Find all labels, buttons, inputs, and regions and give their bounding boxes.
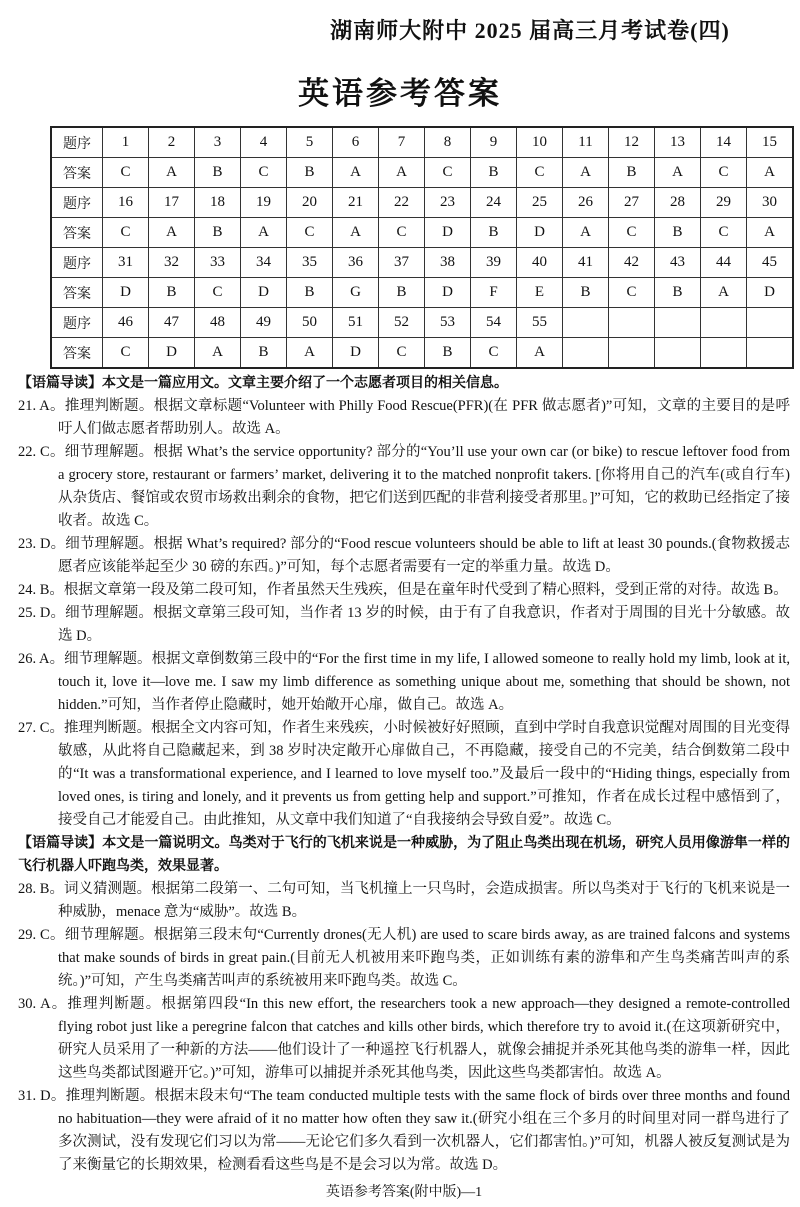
table-cell: A: [241, 218, 287, 248]
table-cell: 11: [563, 127, 609, 158]
table-cell: D: [149, 338, 195, 369]
table-cell: B: [241, 338, 287, 369]
table-cell: A: [747, 158, 794, 188]
table-row: [51, 127, 793, 158]
table-cell: A: [149, 218, 195, 248]
table-cell: 5: [287, 127, 333, 158]
table-cell: 2: [149, 127, 195, 158]
answer-explanation: 23. D。细节理解题。根据 What’s required? 部分的“Food rescue volunteers should be able to lift at least 30 pounds.(食物救援志愿者应该能举起至少 30 磅的东西。)”可知，每个志愿者需要有一定的举重力量。故选 D。: [18, 536, 790, 575]
table-cell: [701, 338, 747, 369]
table-cell: [747, 338, 794, 369]
table-cell: B: [149, 278, 195, 308]
table-cell: [609, 338, 655, 369]
answer-explanation: 24. B。根据文章第一段及第二段可知，作者虽然天生残疾，但是在童年时代受到了精心照料，受到正常的对待。故选 B。: [18, 582, 788, 598]
answer-explanation: 21. A。推理判断题。根据文章标题“Volunteer with Philly Food Rescue(PFR)(在 PFR 做志愿者)”可知，文章的主要目的是呼吁人们做志愿者帮助别人。故选 A。: [18, 398, 790, 437]
table-cell: 48: [195, 308, 241, 338]
table-cell: 15: [747, 127, 794, 158]
table-row: [51, 158, 793, 188]
table-cell: 33: [195, 248, 241, 278]
passage-guide: [18, 372, 790, 395]
table-cell: 22: [379, 188, 425, 218]
table-cell: C: [609, 278, 655, 308]
table-cell: C: [425, 158, 471, 188]
table-row: [51, 278, 793, 308]
table-cell: 13: [655, 127, 701, 158]
table-row: [51, 338, 793, 369]
answer-table: [50, 126, 794, 369]
explanations: [18, 372, 790, 1177]
table-cell: C: [517, 158, 563, 188]
table-cell: [609, 308, 655, 338]
table-cell: A: [379, 158, 425, 188]
table-cell: 44: [701, 248, 747, 278]
answer-explanation: 22. C。细节理解题。根据 What’s the service opportunity? 部分的“You’ll use your own car (or bike) to rescue leftover food from a grocery store, restaurant or farmers’ market, delivering it to the matched nonprofit takers. [你将用自己的汽车(或自行车)从杂货店、餐馆或农贸市场救出剩余的食物，把它们送到匹配的非营利接受者那里。]”可知，它的救助已经指定了接收者。故选 C。: [18, 444, 790, 529]
table-cell: A: [149, 158, 195, 188]
answer-explanation: 31. D。推理判断题。根据末段末句“The team conducted multiple tests with the same flock of birds over three months and found no habituation—they were afraid of it no matter how often they saw it.(研究小组在三个多月的时间里对同一群鸟进行了多次测试，没有发现它们习以为常——无论它们多久看到一次机器人，它们都害怕。)”可知，机器人被反复测试是为了来衡量它的长期效果，检测看看这些鸟是不是会习以为常。故选 D。: [18, 1088, 790, 1173]
row-label: 答案: [51, 338, 103, 369]
row-label: 答案: [51, 278, 103, 308]
table-cell: 32: [149, 248, 195, 278]
table-cell: D: [425, 278, 471, 308]
table-cell: 54: [471, 308, 517, 338]
table-cell: 29: [701, 188, 747, 218]
table-cell: C: [287, 218, 333, 248]
table-cell: 41: [563, 248, 609, 278]
table-cell: B: [379, 278, 425, 308]
table-cell: 3: [195, 127, 241, 158]
table-cell: 18: [195, 188, 241, 218]
table-cell: 52: [379, 308, 425, 338]
table-cell: C: [103, 218, 149, 248]
answer-explanation: 26. A。细节理解题。根据文章倒数第三段中的“For the first time in my life, I allowed someone to really hold my limb, look at it, touch it, love it—love me. I saw my limb difference as something unique about me, something that should be shown, not hidden.”可知，当作者停止隐藏时，她开始敞开心扉，做自己。故选 A。: [18, 651, 790, 713]
table-cell: D: [333, 338, 379, 369]
table-cell: 35: [287, 248, 333, 278]
table-row: [51, 308, 793, 338]
table-cell: A: [701, 278, 747, 308]
guide-tag: 【语篇导读】: [18, 836, 103, 851]
table-cell: 40: [517, 248, 563, 278]
table-cell: 31: [103, 248, 149, 278]
table-cell: A: [195, 338, 241, 369]
table-cell: 19: [241, 188, 287, 218]
table-cell: 37: [379, 248, 425, 278]
passage-guide: [18, 832, 790, 878]
table-cell: D: [241, 278, 287, 308]
table-cell: 46: [103, 308, 149, 338]
table-cell: 21: [333, 188, 379, 218]
table-cell: 45: [747, 248, 794, 278]
table-cell: 36: [333, 248, 379, 278]
table-cell: B: [287, 158, 333, 188]
table-cell: 42: [609, 248, 655, 278]
table-cell: C: [471, 338, 517, 369]
table-row: [51, 188, 793, 218]
table-cell: B: [655, 218, 701, 248]
table-cell: B: [471, 158, 517, 188]
table-cell: C: [195, 278, 241, 308]
guide-tag: 【语篇导读】: [18, 376, 102, 391]
answer-explanation: 27. C。推理判断题。根据全文内容可知，作者生来残疾，小时候被好好照顾，直到中学时自我意识觉醒对周围的目光变得敏感，从此将自己隐藏起来，到 38 岁时决定敞开心扉做自己，不再隐藏，接受自己的不完美，结合倒数第二段中的“It was a transformational experience, and I learned to love myself too.”及最后一段中的“Hiding things, especially from loved ones, is tiring and lonely, and it prevents us from getting help and support.”可推知，作者在成长过程中感悟到了，接受自己才能爱自己。由此推知，从文章中我们知道了“自我接纳会导致自爱”。故选 C。: [18, 720, 790, 828]
table-cell: C: [701, 158, 747, 188]
page-footer: 英语参考答案(附中版)—1: [325, 1185, 483, 1200]
row-label: 题序: [51, 308, 103, 338]
answer-explanation: 25. D。细节理解题。根据文章第三段可知，当作者 13 岁的时候，由于有了自我意识，作者对于周围的目光十分敏感。故选 D。: [18, 605, 790, 644]
table-cell: 38: [425, 248, 471, 278]
table-cell: A: [333, 158, 379, 188]
table-row: [51, 248, 793, 278]
table-cell: D: [103, 278, 149, 308]
table-cell: 53: [425, 308, 471, 338]
table-cell: 20: [287, 188, 333, 218]
table-cell: G: [333, 278, 379, 308]
table-cell: B: [655, 278, 701, 308]
table-cell: 47: [149, 308, 195, 338]
table-cell: D: [747, 278, 794, 308]
table-cell: 16: [103, 188, 149, 218]
table-cell: B: [471, 218, 517, 248]
table-cell: [747, 308, 794, 338]
table-cell: B: [195, 158, 241, 188]
table-cell: B: [195, 218, 241, 248]
table-cell: A: [287, 338, 333, 369]
table-cell: 30: [747, 188, 794, 218]
row-label: 题序: [51, 188, 103, 218]
table-cell: 25: [517, 188, 563, 218]
table-cell: F: [471, 278, 517, 308]
table-cell: C: [379, 218, 425, 248]
table-cell: 14: [701, 127, 747, 158]
table-cell: 9: [471, 127, 517, 158]
row-label: 题序: [51, 127, 103, 158]
table-cell: 23: [425, 188, 471, 218]
guide-text: 本文是一篇说明文。鸟类对于飞行的飞机来说是一种威胁，为了阻止鸟类出现在机场，研究人员用像游隼一样的飞行机器人吓跑鸟类，效果显著。: [18, 836, 791, 874]
table-row: [51, 218, 793, 248]
table-cell: A: [655, 158, 701, 188]
table-cell: 50: [287, 308, 333, 338]
table-cell: [701, 308, 747, 338]
table-cell: 51: [333, 308, 379, 338]
content-flow: [18, 372, 790, 1203]
document-title: 湖南师大附中 2025 届高三月考试卷(四): [330, 18, 730, 43]
table-cell: C: [103, 158, 149, 188]
table-cell: C: [241, 158, 287, 188]
table-cell: 43: [655, 248, 701, 278]
table-cell: C: [609, 218, 655, 248]
table-cell: 49: [241, 308, 287, 338]
table-cell: 28: [655, 188, 701, 218]
table-cell: 17: [149, 188, 195, 218]
table-cell: 8: [425, 127, 471, 158]
table-cell: D: [517, 218, 563, 248]
table-cell: B: [563, 278, 609, 308]
table-cell: [563, 338, 609, 369]
table-cell: 34: [241, 248, 287, 278]
table-cell: E: [517, 278, 563, 308]
table-cell: A: [563, 218, 609, 248]
table-cell: [655, 308, 701, 338]
table-cell: C: [103, 338, 149, 369]
table-cell: A: [747, 218, 794, 248]
table-cell: 27: [609, 188, 655, 218]
answer-explanation: 28. B。词义猜测题。根据第二段第一、二句可知，当飞机撞上一只鸟时，会造成损害。所以鸟类对于飞行的飞机来说是一种威胁，menace 意为“威胁”。故选 B。: [18, 881, 790, 920]
table-cell: 7: [379, 127, 425, 158]
answer-explanation: 29. C。细节理解题。根据第三段末句“Currently drones(无人机) are used to scare birds away, as are trained falcons and systems that make sounds of birds in great pain.(目前无人机被用来吓跑鸟类，正如训练有素的游隼和产生鸟类痛苦叫声的系统。)”可知，产生鸟类痛苦叫声的系统被用来吓跑鸟类。故选 C。: [18, 927, 790, 989]
table-cell: A: [563, 158, 609, 188]
guide-text: 本文是一篇应用文。文章主要介绍了一个志愿者项目的相关信息。: [102, 376, 508, 391]
table-cell: [563, 308, 609, 338]
table-cell: 26: [563, 188, 609, 218]
row-label: 答案: [51, 218, 103, 248]
table-cell: 4: [241, 127, 287, 158]
table-cell: [655, 338, 701, 369]
table-cell: 1: [103, 127, 149, 158]
table-cell: 24: [471, 188, 517, 218]
table-cell: B: [609, 158, 655, 188]
table-cell: 39: [471, 248, 517, 278]
answer-explanation: 30. A。推理判断题。根据第四段“In this new effort, the researchers took a new approach—they designed a remote-controlled flying robot just like a peregrine falcon that catches and kills other birds, which therefore try to avoid it.(在这项新研究中，研究人员采用了一种新的方法——他们设计了一种遥控飞行机器人，就像会捕捉并杀死其他鸟类的游隼一样，因此这些鸟类都试图避开它。)”可知，游隼可以捕捉并杀死其他鸟类，因此这些鸟类都害怕。故选 A。: [18, 996, 790, 1081]
row-label: 答案: [51, 158, 103, 188]
row-label: 题序: [51, 248, 103, 278]
table-cell: C: [701, 218, 747, 248]
table-cell: 12: [609, 127, 655, 158]
table-cell: A: [517, 338, 563, 369]
document-subtitle: 英语参考答案: [298, 76, 502, 111]
table-cell: B: [287, 278, 333, 308]
table-cell: A: [333, 218, 379, 248]
table-cell: 6: [333, 127, 379, 158]
table-cell: D: [425, 218, 471, 248]
table-cell: 55: [517, 308, 563, 338]
table-cell: 10: [517, 127, 563, 158]
table-cell: C: [379, 338, 425, 369]
table-cell: B: [425, 338, 471, 369]
